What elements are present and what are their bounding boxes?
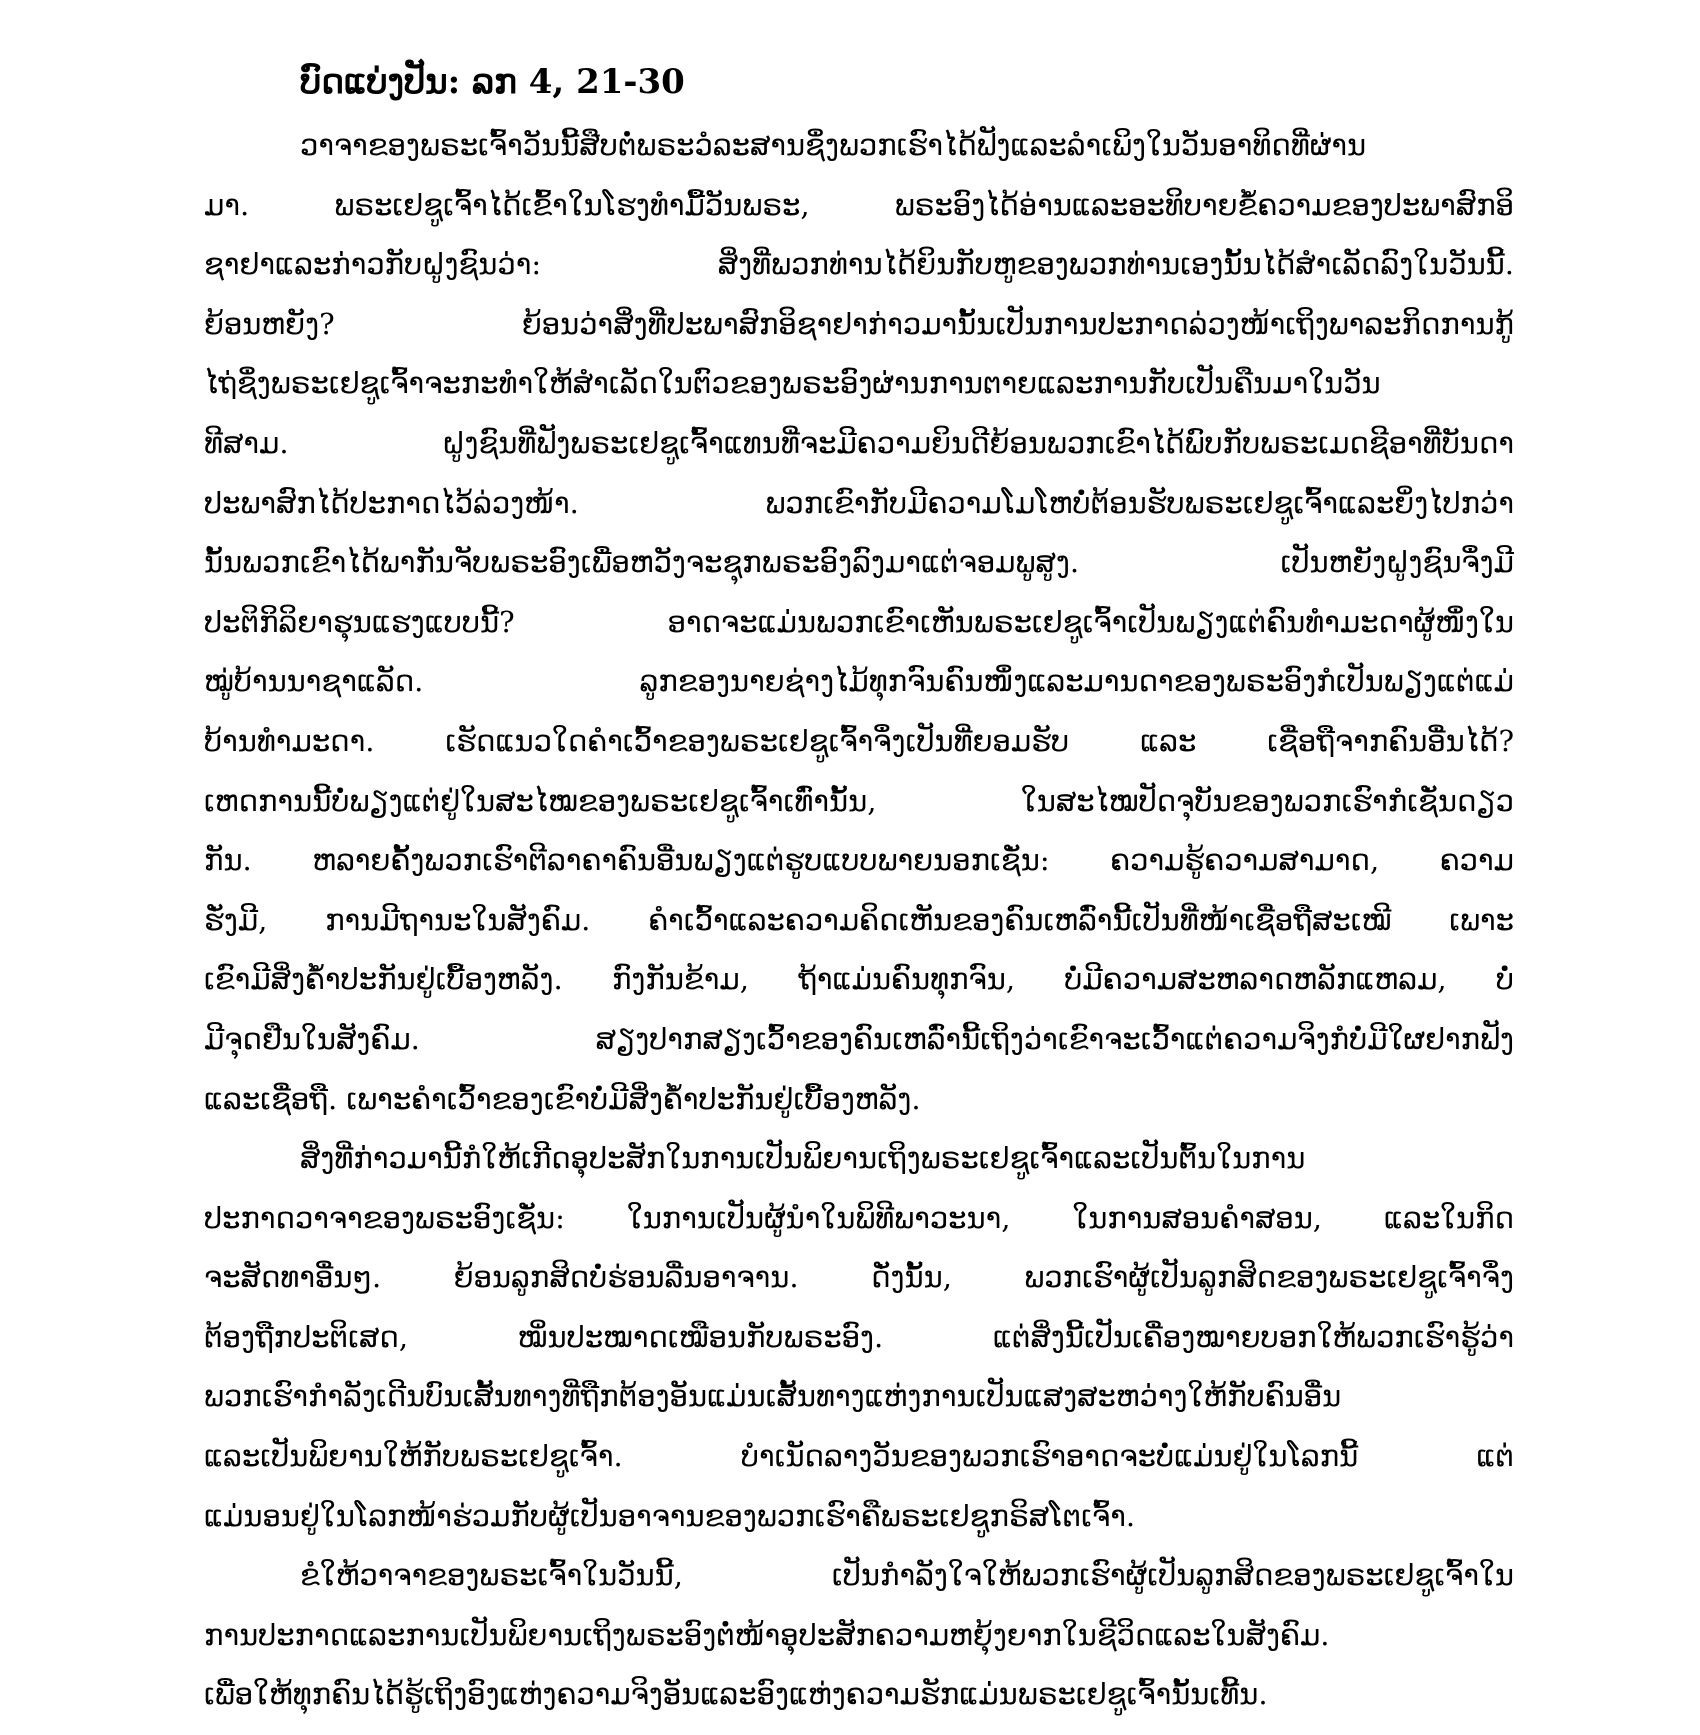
body-line: ຕ້ອງຖືກປະຕິເສດ, ໝິ່ນປະໝາດເໝືອນກັບພຣະອົງ. ແຕ່ສິ່ງນີ້ເປັນເຄື່ອງໝາຍບອກໃຫ້ພວກເຮົາຮູ້ວ່າ — [204, 1319, 1514, 1354]
body-line: ຂໍໃຫ້ວາຈາຂອງພຣະເຈົ້າໃນວັນນີ້, ເປັນກຳລັງໃຈໃຫ້ພວກເຮົາຜູ້ເປັນລູກສິດຂອງພຣະເຢຊູເຈົ້າໃນ — [300, 1558, 1514, 1593]
body-line: ທີສາມ. ຝູງຊົນທີ່ຟັງພຣະເຢຊູເຈົ້າແທນທີ່ຈະມີຄວາມຍິນດີຍ້ອນພວກເຂົາໄດ້ພົບກັບພຣະເມດຊີອາທີ່ບັນດາ — [204, 425, 1514, 460]
body-line: ກັນ. ຫລາຍຄັ້ງພວກເຮົາຕີລາຄາຄົນອື່ນພຽງແຕ່ຮູບແບບພາຍນອກເຊັ່ນ: ຄວາມຮູ້ຄວາມສາມາດ, ຄວາມ — [204, 843, 1514, 878]
body-line: ແລະເປັນພິຍານໃຫ້ກັບພຣະເຢຊູເຈົ້າ. ບຳເນັດລາງວັນຂອງພວກເຮົາອາດຈະບໍ່ແມ່ນຢູ່ໃນໂລກນີ້ ແຕ່ — [204, 1439, 1514, 1474]
body-line: ບ້ານທຳມະດາ. ເຮັດແນວໃດຄຳເວົ້າຂອງພຣະເຢຊູເຈົ້າຈຶ່ງເປັນທີ່ຍອມຮັບ ແລະ ເຊື່ອຖືຈາກຄົນອື່ນໄດ້? — [204, 723, 1514, 758]
body-line: ມີຈຸດຢືນໃນສັງຄົມ. ສຽງປາກສຽງເວົ້າຂອງຄົນເຫລົ່ານີ້ເຖິງວ່າເຂົາຈະເວົ້າແຕ່ຄວາມຈິງກໍບໍ່ມີໃຜຢາກຟັງ — [204, 1021, 1514, 1056]
body-line: ເຂົາມີສິ່ງຄ້ຳປະກັນຢູ່ເບື້ອງຫລັງ. ກົງກັນຂ້າມ, ຖ້າແມ່ນຄົນທຸກຈົນ, ບໍ່ມີຄວາມສະຫລາດຫລັກແຫລມ, ບໍ່ — [204, 962, 1514, 997]
document-body — [204, 116, 1514, 1725]
body-line: ວາຈາຂອງພຣະເຈົ້າວັນນີ້ສືບຕໍ່ພຣະວໍລະສານຊຶ່ງພວກເຮົາໄດ້ຟັງແລະລຳເພິງໃນວັນອາທິດທີ່ຜ່ານ — [300, 128, 1367, 162]
body-line: ພວກເຮົາກຳລັງເດີນບົນເສັ້ນທາງທີ່ຖືກຕ້ອງອັນແມ່ນເສັ້ນທາງແຫ່ງການເປັນແສງສະຫວ່າງໃຫ້ກັບຄົນອື່ນ — [204, 1379, 1342, 1414]
body-line: ໝູ່ບ້ານນາຊາແລັດ. ລູກຂອງນາຍຊ່າງໄມ້ທຸກຈົນຄົນໜຶ່ງແລະມານດາຂອງພຣະອົງກໍເປັນພຽງແຕ່ແມ່ — [204, 664, 1514, 699]
document-title: ບົດແບ່ງປັນ: ລກ 4, 21-30 — [300, 62, 685, 102]
body-line: ສິ່ງທີ່ກ່າວມານີ້ກໍໃຫ້ເກີດອຸປະສັກໃນການເປັນພິຍານເຖິງພຣະເຢຊູເຈົ້າແລະເປັນຕົ້ນໃນການ — [300, 1141, 1306, 1176]
body-line: ແມ່ນອນຢູ່ໃນໂລກໜ້າຮ່ວມກັບຜູ້ເປັນອາຈານຂອງພວກເຮົາຄືພຣະເຢຊູກຣິສໂຕເຈົ້າ. — [204, 1498, 1136, 1533]
body-line: ປະຕິກິລິຍາຮຸນແຮງແບບນີ້? ອາດຈະແມ່ນພວກເຂົາເຫັນພຣະເຢຊູເຈົ້າເປັນພຽງແຕ່ຄົນທຳມະດາຜູ້ໜຶ່ງໃນ — [204, 604, 1514, 639]
body-line: ຮັ່ງມີ, ການມີຖານະໃນສັງຄົມ. ຄຳເວົ້າແລະຄວາມຄິດເຫັນຂອງຄົນເຫລົ່ານີ້ເປັນທີ່ໜ້າເຊື່ອຖືສະເໝີ ເພາະ — [204, 902, 1514, 937]
body-line: ໄຖ່ຊຶ່ງພຣະເຢຊູເຈົ້າຈະກະທຳໃຫ້ສຳເລັດໃນຕົວຂອງພຣະອົງຜ່ານການຕາຍແລະການກັບເປັນຄືນມາໃນວັນ — [204, 366, 1381, 401]
body-line: ຍ້ອນຫຍັງ? ຍ້ອນວ່າສິ່ງທີ່ປະພາສົກອິຊາຢາກ່າວມານັ້ນເປັນການປະກາດລ່ວງໜ້າເຖິງພາລະກິດການກູ້ — [204, 306, 1514, 341]
body-line: ປະພາສົກໄດ້ປະກາດໄວ້ລ່ວງໜ້າ. ພວກເຂົາກັບມີຄວາມໂມໂຫບໍ່ຕ້ອນຮັບພຣະເຢຊູເຈົ້າແລະຍິ່ງໄປກວ່າ — [204, 485, 1514, 520]
body-line: ເຫດການນີ້ບໍ່ພຽງແຕ່ຢູ່ໃນສະໄໝຂອງພຣະເຢຊູເຈົ້າເທົ່ານັ້ນ, ໃນສະໄໝປັດຈຸບັນຂອງພວກເຮົາກໍເຊັ່ນດຽວ — [204, 783, 1514, 818]
body-line: ມາ. ພຣະເຢຊູເຈົ້າໄດ້ເຂົ້າໃນໂຮງທຳມື້ວັນພຣະ, ພຣະອົງໄດ້ອ່ານແລະອະທິບາຍຂໍ້ຄວາມຂອງປະພາສົກອິ — [204, 187, 1514, 222]
body-line: ຊາຢາແລະກ່າວກັບຝູງຊົນວ່າ: ສິ່ງທີ່ພວກທ່ານໄດ້ຍິນກັບຫູຂອງພວກທ່ານເອງນັ້ນໄດ້ສຳເລັດລົງໃນວັນນີ້. — [204, 247, 1514, 282]
body-line: ການປະກາດແລະການເປັນພິຍານເຖິງພຣະອົງຕໍ່ໜ້າອຸປະສັກຄວາມຫຍຸ້ງຍາກໃນຊີວິດແລະໃນສັງຄົມ. — [204, 1617, 1330, 1652]
body-line: ແລະເຊື່ອຖື. ເພາະຄຳເວົ້າຂອງເຂົາບໍ່ມີສິ່ງຄ້ຳປະກັນຢູ່ເບື້ອງຫລັງ. — [204, 1081, 921, 1116]
body-line: ຈະສັດທາອື່ນໆ. ຍ້ອນລູກສິດບໍ່ຮ່ອນລື່ນອາຈານ. ດັ່ງນັ້ນ, ພວກເຮົາຜູ້ເປັນລູກສິດຂອງພຣະເຢຊູເຈົ້າຈຶ່ງ — [204, 1260, 1514, 1295]
body-line: ເພື່ອໃຫ້ທຸກຄົນໄດ້ຮູ້ເຖິງອົງແຫ່ງຄວາມຈິງອັນແລະອົງແຫ່ງຄວາມຮັກແມ່ນພຣະເຢຊູເຈົ້ານັ້ນເທີ້ນ. — [204, 1677, 1268, 1712]
body-line: ນັ້ນພວກເຂົາໄດ້ພາກັນຈັບພຣະອົງເພື່ອຫວັງຈະຊຸກພຣະອົງລົງມາແຕ່ຈອມພູສູງ. ເປັນຫຍັງຝູງຊົນຈຶ່ງມີ — [204, 545, 1514, 580]
body-line: ປະກາດວາຈາຂອງພຣະອົງເຊັ່ນ: ໃນການເປັນຜູ້ນຳໃນພິທີພາວະນາ, ໃນການສອນຄຳສອນ, ແລະໃນກິດ — [204, 1200, 1514, 1235]
